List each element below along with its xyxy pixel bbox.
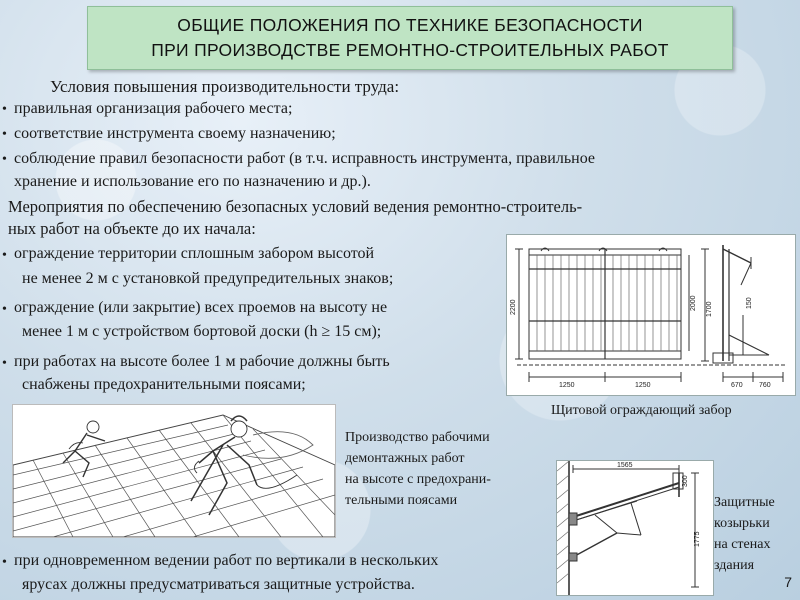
fence-caption: Щитовой ограждающий забор (551, 403, 732, 418)
canopy-caption-line-3: на стенах (714, 537, 771, 552)
canopy-svg (557, 461, 713, 595)
bullet-icon: • (2, 555, 7, 570)
bullet-icon: • (2, 127, 7, 142)
section1-item-1: правильная организация рабочего места; (14, 100, 293, 117)
workers-caption-line-2: демонтажных работ (345, 451, 465, 466)
section3-item-1-cont: ярусах должны предусматриваться защитные устройства. (22, 576, 415, 593)
section2-item-2: ограждение (или закрытие) всех проемов на высоту не (14, 299, 388, 316)
fence-dim-1250-b: 1250 (635, 382, 651, 389)
section2-heading-line-2: ных работ на объекте до их начала: (8, 219, 256, 238)
section2-item-1: ограждение территории сплошным забором высотой (14, 245, 375, 262)
fence-dim-150: 150 (746, 297, 753, 309)
fence-dim-2200: 2200 (510, 299, 517, 315)
fence-dim-1700: 1700 (706, 301, 713, 317)
bullet-icon: • (2, 152, 7, 167)
canopy-caption-line-2: козырьки (714, 516, 770, 531)
bullet-icon: • (2, 302, 7, 317)
workers-illustration (12, 404, 336, 538)
page-number: 7 (784, 574, 792, 590)
section2-item-3: при работах на высоте более 1 м рабочие должны быть (14, 353, 390, 370)
section2-heading-line-1: Мероприятия по обеспечению безопасных условий ведения ремонтно-строитель- (8, 197, 583, 216)
section2-item-3-cont: снабжены предохранительными поясами; (22, 376, 306, 393)
bullet-icon: • (2, 248, 7, 263)
bullet-icon: • (2, 102, 7, 117)
fence-drawing (506, 234, 796, 396)
title-banner (87, 6, 733, 70)
canopy-caption-line-1: Защитные (714, 495, 775, 510)
fence-svg (507, 235, 795, 395)
section3-item-1: при одновременном ведении работ по вертикали в нескольких (14, 552, 439, 569)
workers-svg (13, 405, 335, 537)
title-line-1: ОБЩИЕ ПОЛОЖЕНИЯ ПО ТЕХНИКЕ БЕЗОПАСНОСТИ (177, 15, 643, 35)
workers-caption-line-4: тельными поясами (345, 493, 458, 508)
fence-dim-1250-a: 1250 (559, 382, 575, 389)
section1-heading: Условия повышения производительности труда: (50, 77, 400, 96)
fence-dim-670: 670 (731, 382, 743, 389)
canopy-dim-1775: 1775 (694, 531, 701, 547)
section1-item-3: соблюдение правил безопасности работ (в т.ч. исправность инструмента, правильное (14, 150, 596, 167)
bullet-icon: • (2, 356, 7, 371)
canopy-dim-1565: 1565 (617, 462, 633, 469)
canopy-drawing (556, 460, 714, 596)
section2-item-2-cont: менее 1 м с устройством бортовой доски (h ≥ 15 см); (22, 323, 382, 340)
section2-item-1-cont: не менее 2 м с установкой предупредительных знаков; (22, 270, 394, 287)
section1-item-3-cont: хранение и использование его по назначению и др.). (14, 173, 371, 190)
canopy-dim-300: 300 (682, 475, 689, 487)
fence-dim-2000: 2000 (690, 295, 697, 311)
section1-item-2: соответствие инструмента своему назначению; (14, 125, 336, 142)
title-line-2: ПРИ ПРОИЗВОДСТВЕ РЕМОНТНО-СТРОИТЕЛЬНЫХ РАБОТ (151, 40, 669, 60)
canopy-caption-line-4: здания (714, 558, 755, 573)
workers-caption-line-3: на высоте с предохрани- (345, 472, 491, 487)
fence-dim-760: 760 (759, 382, 771, 389)
workers-caption-line-1: Производство рабочими (345, 430, 490, 445)
